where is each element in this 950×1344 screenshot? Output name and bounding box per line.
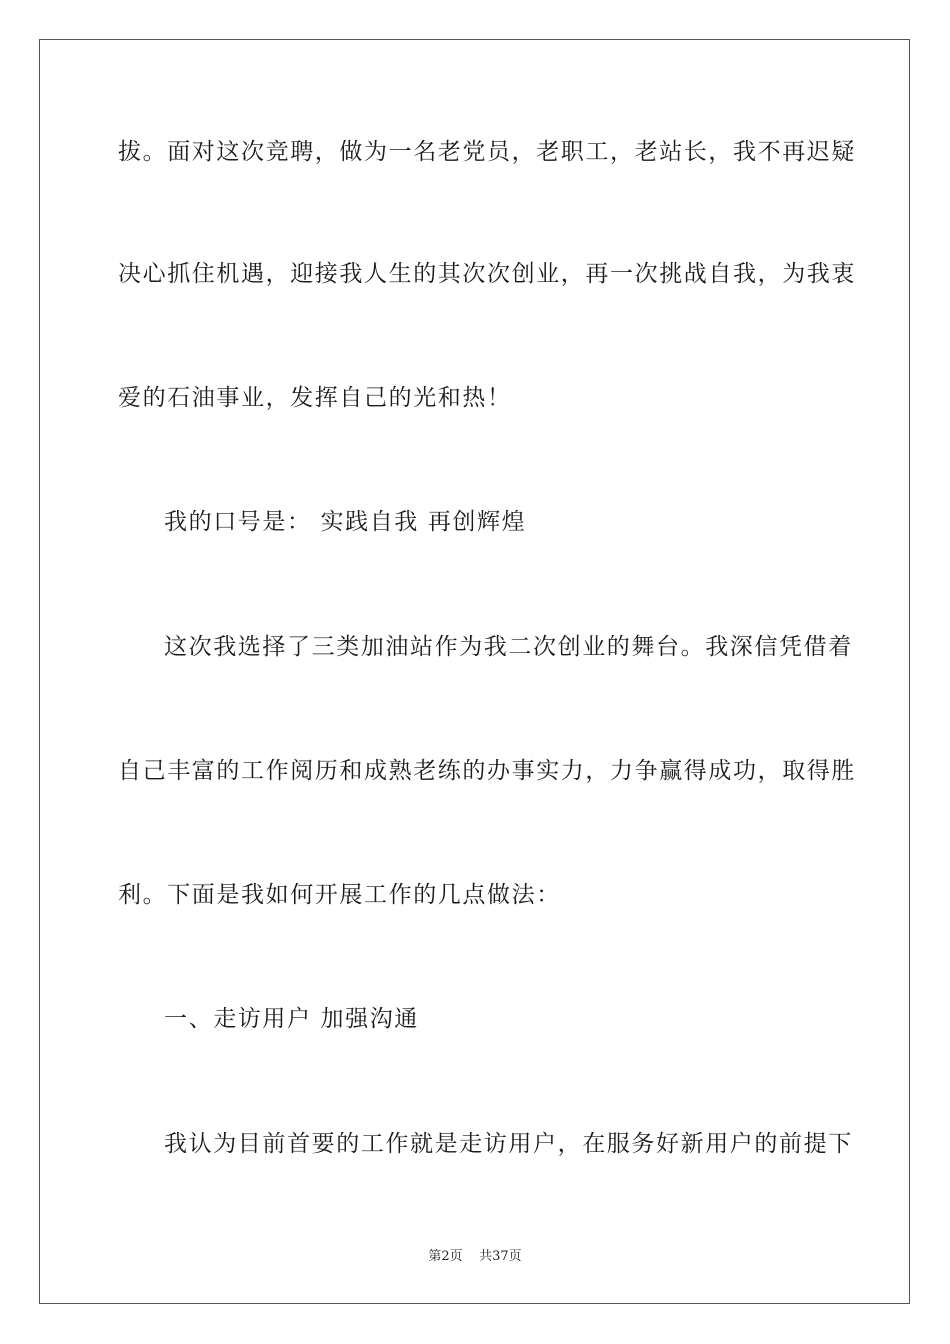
page-footer bbox=[0, 1245, 950, 1264]
paragraph-line-9: 我认为目前首要的工作就是走访用户，在服务好新用户的前提下 bbox=[164, 1131, 853, 1157]
page-number: 第2页 bbox=[428, 1249, 463, 1264]
slogan-line: 我的口号是： 实践自我 再创辉煌 bbox=[164, 509, 527, 535]
paragraph-line-1: 拔。面对这次竞聘，做为一名老党员，老职工，老站长，我不再迟疑 bbox=[118, 139, 856, 165]
page-total: 共37页 bbox=[479, 1249, 522, 1264]
paragraph-line-2: 决心抓住机遇，迎接我人生的其次次创业，再一次挑战自我，为我衷 bbox=[118, 261, 856, 287]
paragraph-line-6: 自己丰富的工作阅历和成熟老练的办事实力，力争赢得成功，取得胜 bbox=[118, 758, 856, 784]
paragraph-line-5: 这次我选择了三类加油站作为我二次创业的舞台。我深信凭借着 bbox=[164, 634, 853, 660]
page-border bbox=[39, 39, 910, 1304]
paragraph-line-7: 利。下面是我如何开展工作的几点做法： bbox=[118, 882, 561, 908]
paragraph-line-3: 爱的石油事业，发挥自己的光和热！ bbox=[118, 385, 512, 411]
section-heading: 一、走访用户 加强沟通 bbox=[164, 1006, 419, 1032]
